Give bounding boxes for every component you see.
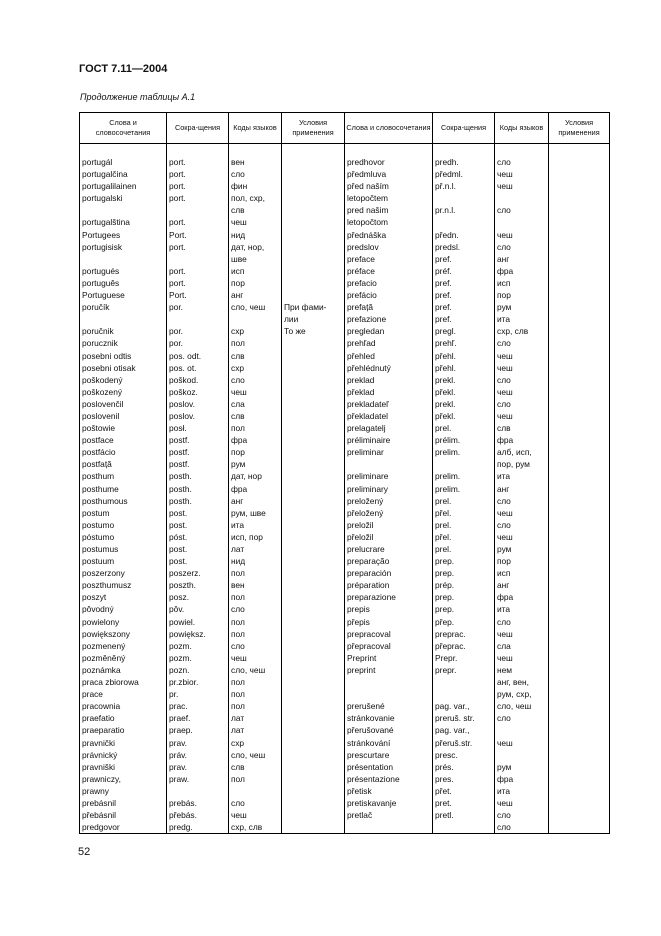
spacer-row <box>80 144 610 157</box>
header-cond-left: Условия применения <box>282 113 345 144</box>
spacer-cell <box>167 144 229 157</box>
spacer-cell <box>80 144 167 157</box>
left-words-column: portugál portugalčina portugalilainen portugalski portugalština Portugees portugisisk portugués português Portuguese poručík poručnik porucznik posebni odtis posebni otisak poškodený poškozený poslovenčil poslovenil poštowie postface postfácio postfață posthum posthume posthumous postum postumo póstumo postumus postuum poszerzony poszthumusz poszyt pôvodný powielony powiększony pozmenený pozměněný poznámka praca zbiorowa prace pracownia praefatio praeparatio pravnički právnický pravniški prawniczy, prawny prebásnil přebásnil predgovor <box>80 156 167 834</box>
right-words-column: predhovor předmluva před naším letopočtem pred našim letopočtom přednáška predslov preface préface prefacio prefácio prefață prefazione pregledan prehľad přehled přehlédnutý preklad překlad prekladateľ překladatel prelagatelj préliminaire preliminar preliminare preliminary preložený přeložený preložil přeložil prelucrare preparação preparación préparation preparazione prepis přepis prepracoval přepracoval Preprint preprint prerušené stránkovanie přerušované stránkování prescurtare présentation présentazione přetisk pretiskavanje pretlač <box>345 156 433 834</box>
spacer-cell <box>495 144 549 157</box>
spacer-cell <box>433 144 495 157</box>
header-code-left: Коды языков <box>229 113 282 144</box>
document-title: ГОСТ 7.11—2004 <box>79 63 168 75</box>
spacer-cell <box>229 144 282 157</box>
page-number: 52 <box>78 846 91 858</box>
header-code-right: Коды языков <box>495 113 549 144</box>
header-abbr-right: Сокра-щения <box>433 113 495 144</box>
header-word-left: Слова и словосочетания <box>80 113 167 144</box>
table-body-row <box>80 156 610 834</box>
header-word-right: Слова и словосочетания <box>345 113 433 144</box>
right-conditions-column <box>549 156 610 834</box>
table-caption: Продолжение таблицы А.1 <box>80 92 196 102</box>
table-header-row <box>80 113 610 144</box>
header-cond-right: Условия применения <box>549 113 610 144</box>
right-abbreviations-column: predh. předml. př.n.l. pr.n.l. předn. predsl. pref. préf. pref. pref. pref. pref. pregl. prehľ. přehl. přehl. prekl. překl. prekl. překl. prel. prélim. prelim. prelim. prelim. prel. přel. prel. přel. prel. prep. prep. prép. prep. prep. přep. preprac. přeprac. Prepr. prepr. pag. var., preruš. str. pag. var., přeruš.str. presc. prés. pres. přet. pret. pretl. <box>433 156 495 834</box>
spacer-cell <box>549 144 610 157</box>
spacer-cell <box>282 144 345 157</box>
abbreviation-table <box>79 112 610 834</box>
left-abbreviations-column: port. port. port. port. port. Port. port. port. port. Port. por. por. por. pos. odt. pos. ot. poškod. poškoz. poslov. poslov. posł. postf. postf. postf. posth. posth. posth. post. post. póst. post. post. poszerz. poszth. posz. pôv. powiel. powiększ. pozm. pozm. pozn. pr.zbior. pr. prac. praef. praep. prav. práv. prav. praw. prebás. přebás. predg. <box>167 156 229 834</box>
header-abbr-left: Сокра-щения <box>167 113 229 144</box>
right-language-codes-column: сло чеш чеш сло чеш сло анг фра исп пор рум ита схр, слв сло чеш чеш сло чеш сло чеш слв фра алб, исп, пор, рум ита анг сло чеш сло чеш рум пор исп анг фра ита сло чеш сла чеш нем анг, вен, рум, схр, сло, чеш сло чеш рум фра ита чеш сло сло <box>495 156 549 834</box>
left-language-codes-column: вен сло фин пол, схр, слв чеш нид дат, нор, шве исп пор анг сло, чеш схр пол слв схр сло чеш сла слв пол фра пор рум дат, нор фра анг рум, шве ита исп, пор лат нид пол вен пол сло пол пол сло чеш сло, чеш пол пол пол лат лат схр сло, чеш слв пол сло чеш схр, слв <box>229 156 282 834</box>
spacer-cell <box>345 144 433 157</box>
left-conditions-column: При фами- лии То же <box>282 156 345 834</box>
